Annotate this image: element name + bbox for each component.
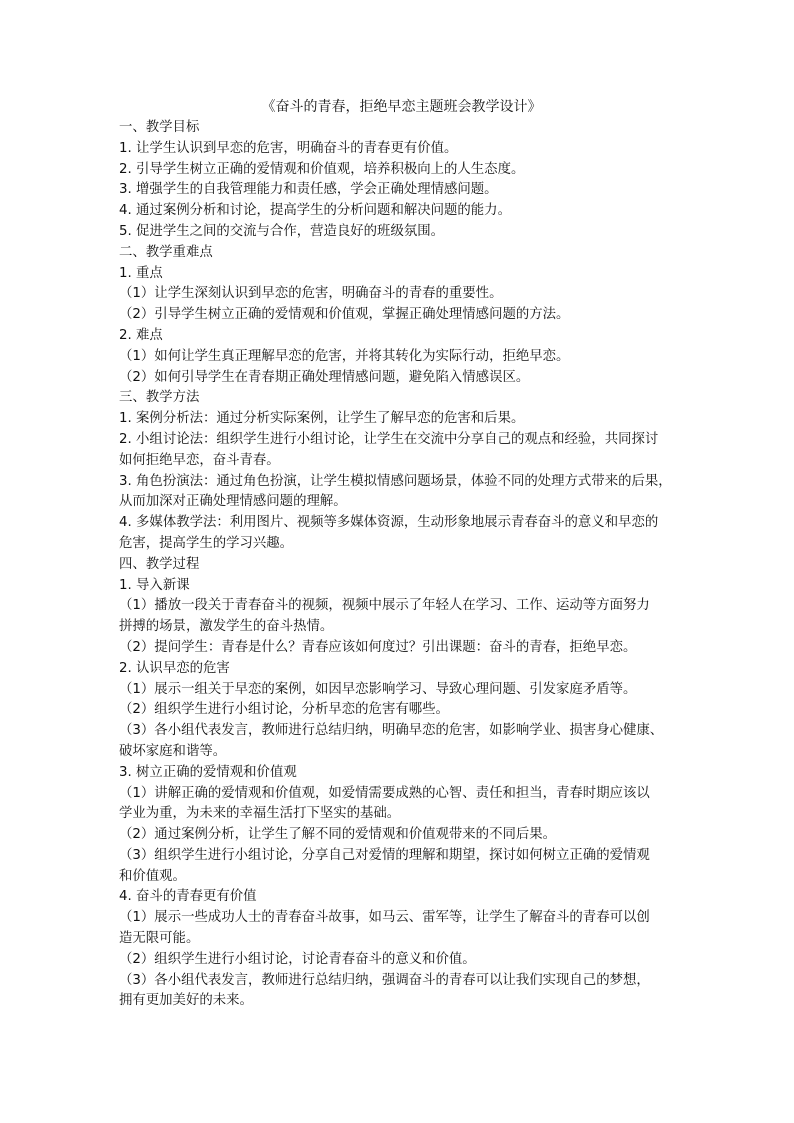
document-line: 四、教学过程: [119, 556, 200, 572]
document-line: 1. 重点: [119, 265, 163, 281]
document-line: 3. 增强学生的自我管理能力和责任感，学会正确处理情感问题。: [119, 182, 498, 198]
document-line: 4. 多媒体教学法：利用图片、视频等多媒体资源，生动形象地展示青春奋斗的意义和早恋的: [119, 515, 659, 531]
document-line: 从而加深对正确处理情感问题的理解。: [119, 494, 347, 510]
document-page: [119, 97, 684, 1012]
document-line: （2）如何引导学生在青春期正确处理情感问题，避免陷入情感误区。: [119, 369, 530, 385]
document-line: 学业为重，为未来的幸福生活打下坚实的基础。: [119, 806, 401, 822]
document-line: 破坏家庭和谐等。: [119, 743, 227, 759]
document-line: （2）通过案例分析，让学生了解不同的爱情观和价值观带来的不同后果。: [119, 827, 557, 843]
document-line: （1）让学生深刻认识到早恋的危害，明确奋斗的青春的重要性。: [119, 286, 503, 302]
document-line: （1）展示一些成功人士的青春奋斗故事，如马云、雷军等，让学生了解奋斗的青春可以创: [119, 910, 650, 926]
document-title: 《奋斗的青春，拒绝早恋主题班会教学设计》: [261, 99, 542, 115]
document-line: 和价值观。: [119, 868, 186, 884]
document-line: 2. 认识早恋的危害: [119, 660, 230, 676]
document-line: 2. 小组讨论法：组织学生进行小组讨论，让学生在交流中分享自己的观点和经验，共同探讨: [119, 431, 659, 447]
document-line: 1. 让学生认识到早恋的危害，明确奋斗的青春更有价值。: [119, 140, 458, 156]
document-line: （1）展示一组关于早恋的案例，如因早恋影响学习、导致心理问题、引发家庭矛盾等。: [119, 681, 637, 697]
document-line: 3. 树立正确的爱情观和价值观: [119, 764, 297, 780]
document-line: （2）提问学生：青春是什么？青春应该如何度过？引出课题：奋斗的青春，拒绝早恋。: [119, 639, 637, 655]
document-line: 一、教学目标: [119, 120, 200, 135]
document-line: 5. 促进学生之间的交流与合作，营造良好的班级氛围。: [119, 223, 445, 239]
document-body: [119, 118, 684, 1012]
document-line: 危害，提高学生的学习兴趣。: [119, 535, 294, 551]
document-line: （1）讲解正确的爱情观和价值观，如爱情需要成熟的心智、责任和担当，青春时期应该以: [119, 785, 650, 801]
document-line: （2）组织学生进行小组讨论，讨论青春奋斗的意义和价值。: [119, 951, 476, 967]
document-line: 造无限可能。: [119, 931, 200, 947]
document-line: 2. 引导学生树立正确的爱情观和价值观，培养积极向上的人生态度。: [119, 161, 525, 177]
document-line: （2）引导学生树立正确的爱情观和价值观，掌握正确处理情感问题的方法。: [119, 307, 570, 323]
document-line: 1. 导入新课: [119, 577, 190, 593]
document-line: （1）如何让学生真正理解早恋的危害，并将其转化为实际行动，拒绝早恋。: [119, 348, 570, 364]
document-line: 4. 奋斗的青春更有价值: [119, 889, 257, 905]
document-line: 如何拒绝早恋，奋斗青春。: [119, 452, 280, 468]
document-line: 4. 通过案例分析和讨论，提高学生的分析问题和解决问题的能力。: [119, 203, 511, 219]
document-line: 3. 角色扮演法：通过角色扮演，让学生模拟情感问题场景，体验不同的处理方式带来的后果，: [119, 473, 672, 489]
document-line: （1）播放一段关于青春奋斗的视频，视频中展示了年轻人在学习、工作、运动等方面努力: [119, 598, 650, 614]
document-line: 二、教学重难点: [119, 244, 213, 260]
document-line: 1. 案例分析法：通过分析实际案例，让学生了解早恋的危害和后果。: [119, 411, 525, 427]
document-line: （3）各小组代表发言，教师进行总结归纳，强调奋斗的青春可以让我们实现自己的梦想，: [119, 972, 650, 988]
document-line: 三、教学方法: [119, 390, 200, 406]
document-line: 拼搏的场景，激发学生的奋斗热情。: [119, 619, 334, 635]
document-line: 拥有更加美好的未来。: [119, 993, 253, 1009]
document-line: 2. 难点: [119, 327, 163, 343]
document-line: （3）组织学生进行小组讨论，分享自己对爱情的理解和期望，探讨如何树立正确的爱情观: [119, 847, 650, 863]
document-line: （2）组织学生进行小组讨论，分析早恋的危害有哪些。: [119, 702, 449, 718]
document-line: （3）各小组代表发言，教师进行总结归纳，明确早恋的危害，如影响学业、损害身心健康、: [119, 723, 664, 739]
